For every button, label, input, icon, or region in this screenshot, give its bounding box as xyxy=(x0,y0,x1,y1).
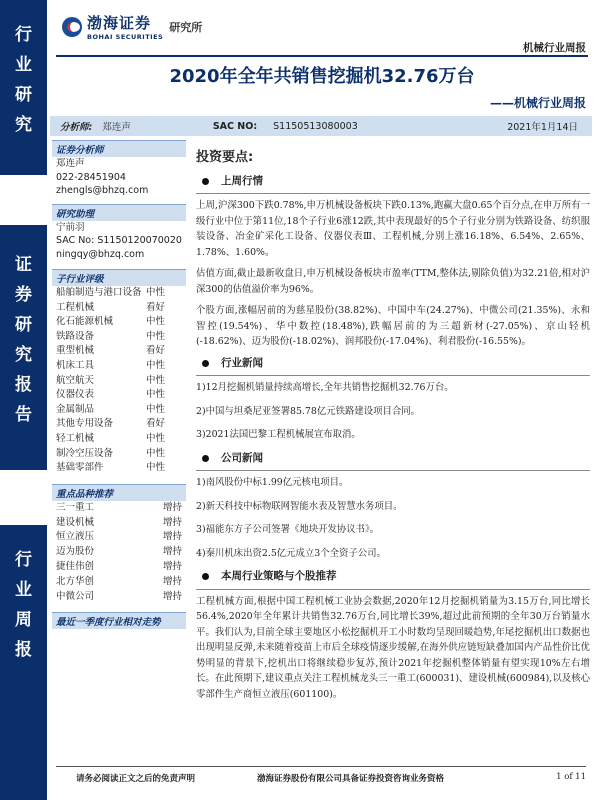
sidebar-char: 告 xyxy=(15,405,32,425)
sidebar-char: 业 xyxy=(15,55,32,75)
analyst-heading: 证券分析师 xyxy=(52,140,186,157)
item-name: 制冷空压设备 xyxy=(56,447,114,459)
footer-page: 1 of 11 xyxy=(556,772,586,782)
item-rating: 中性 xyxy=(146,462,166,474)
analyst-contact xyxy=(52,157,186,198)
report-type: 机械行业周报 xyxy=(523,42,586,54)
item-name: 化石能源机械 xyxy=(56,316,114,328)
list-item xyxy=(52,575,186,590)
list-item xyxy=(52,516,186,531)
recommend-heading: 重点品种推荐 xyxy=(52,484,186,501)
item-name: 机床工具 xyxy=(56,359,95,371)
sidebar-char: 业 xyxy=(15,580,32,600)
contact-line: 宁前羽 xyxy=(56,221,85,233)
item-name: 迈为股份 xyxy=(56,546,95,558)
item-name: 铁路设备 xyxy=(56,330,95,342)
item-name: 北方华创 xyxy=(56,575,95,587)
item-rating: 中性 xyxy=(146,316,166,328)
item-rating: 中性 xyxy=(146,389,166,401)
contact-line: 郑连声 xyxy=(56,158,85,169)
item-name: 中微公司 xyxy=(56,590,95,602)
list-item xyxy=(52,417,186,432)
left-column xyxy=(52,140,186,629)
list-item xyxy=(52,344,186,359)
sidebar-char: 证 xyxy=(15,255,32,275)
sidebar-char: 究 xyxy=(15,115,32,135)
item-rating: 增持 xyxy=(162,516,182,528)
section-strategy: 本周行业策略与个股推荐 xyxy=(196,569,590,585)
list-item xyxy=(52,315,186,330)
sidebar-char: 周 xyxy=(15,610,32,630)
recommend-list xyxy=(52,501,186,605)
list-item xyxy=(52,461,186,476)
item-rating: 增持 xyxy=(162,575,182,587)
sidebar-char: 报 xyxy=(15,640,32,660)
item-name: 船舶制造与港口设备 xyxy=(56,287,142,298)
section-industry-news: 行业新闻 xyxy=(196,356,590,372)
item-rating: 看好 xyxy=(146,418,166,430)
item-name: 建设机械 xyxy=(56,516,95,528)
sac-label: SAC NO: xyxy=(212,120,258,132)
bullet-icon xyxy=(202,573,209,580)
list-item xyxy=(52,545,186,560)
trend-chart-heading: 最近一季度行业相对走势 xyxy=(52,612,186,629)
list-item xyxy=(52,560,186,575)
list-item xyxy=(52,530,186,545)
item-rating: 中性 xyxy=(146,287,166,298)
logo-name-cn: 渤海证券 xyxy=(87,14,152,32)
bullet-icon xyxy=(202,178,209,185)
sidebar-block-research xyxy=(0,0,47,175)
item-rating: 中性 xyxy=(146,359,166,371)
item-rating: 中性 xyxy=(146,432,166,444)
sidebar-char: 报 xyxy=(15,375,32,395)
item-name: 轻工机械 xyxy=(56,432,95,444)
item-name: 捷佳伟创 xyxy=(56,560,95,572)
news-item: 2)中国与坦桑尼亚签署85.78亿元铁路建设项目合同。 xyxy=(196,405,420,417)
item-rating: 中性 xyxy=(146,447,166,459)
page-title: 2020年全年共销售挖掘机32.76万台 xyxy=(169,66,475,87)
stocks-paragraph: 个股方面,涨幅居前的为慈星股份(38.82%)、中国中车(24.27%)、中微公司(21.35%)、永和智控(19.54%)、华中数控(18.48%),跌幅居前的为三超新材(-27.05%)、京山轻机(-18.62%)、迈为股份(-18.02%)、润邦股份(-17.04%)、利君股份(-16.55%)。 xyxy=(196,305,590,347)
list-item xyxy=(52,286,186,301)
sidebar-char: 究 xyxy=(15,345,32,365)
sidebar-char: 行 xyxy=(15,550,32,570)
item-name: 其他专用设备 xyxy=(56,418,114,430)
item-name: 仪器仪表 xyxy=(56,389,95,401)
sidebar-block-weekly xyxy=(0,525,47,800)
logo xyxy=(62,12,202,41)
item-rating: 看好 xyxy=(146,301,166,313)
item-name: 金属制品 xyxy=(56,403,95,415)
news-item: 1)南风股份中标1.99亿元核电项目。 xyxy=(196,477,349,488)
list-item xyxy=(52,447,186,462)
analyst-label: 分析师: xyxy=(60,122,93,133)
page-footer xyxy=(56,766,586,784)
news-item: 3)2021法国巴黎工程机械展宣布取消。 xyxy=(196,429,361,440)
list-item xyxy=(52,388,186,403)
list-item xyxy=(52,590,186,605)
contact-line: ningqy@bhzq.com xyxy=(56,248,145,260)
footer-company: 渤海证券股份有限公司具备证券投资咨询业务资格 xyxy=(257,774,445,784)
list-item xyxy=(52,403,186,418)
market-paragraph: 上周,沪深300下跌0.78%,申万机械设备板块下跌0.13%,跑赢大盘0.65个百分点,在申万所有一级行业中位于第11位,18个子行业6涨12跌,其中表现最好的5个子行业分别为铁路设备、纺织服装设备、冶金矿采化工设备、仪器仪表Ⅲ、工程机械,分别上涨16.18%、6.54%、2.65%、1.78%、1.60%。 xyxy=(196,200,590,258)
list-item xyxy=(52,301,186,316)
news-item: 1)12月挖掘机销量持续高增长,全年共销售挖掘机32.76万台。 xyxy=(196,382,454,393)
item-name: 恒立液压 xyxy=(56,531,95,543)
contact-line: SAC No: S1150120070020 xyxy=(56,235,182,246)
news-item: 3)福能东方子公司签署《地块开发协议书》。 xyxy=(196,524,380,535)
logo-tag: 研究所 xyxy=(169,20,203,34)
rating-heading: 子行业评级 xyxy=(52,269,186,286)
strategy-paragraph: 工程机械方面,根据中国工程机械工业协会数据,2020年12月挖掘机销量为3.15万台,同比增长56.4%,2020年全年累计共销售32.76万台,同比增长39%,超过此前预期的全年30万台销量水平。我们认为,目前全球主要地区小松挖掘机开工小时数均呈现回暖趋势,年尾挖掘机出口数据也出现明显反弹,未来随着疫苗上市后全球疫情逐步缓解,在海外供应链短缺叠加国内产品性价比优势明显的背景下,挖机出口将继续稳步复苏,预计2021年挖掘机整体销量有望实现10%左右增长。在此预期下,建议重点关注工程机械龙头三一重工(600031)、建设机械(600984),以及核心零部件生产商恒立液压(601100)。 xyxy=(196,595,590,700)
section-company-news: 公司新闻 xyxy=(196,451,590,467)
news-item: 2)新天科技中标物联网智能水表及智慧水务项目。 xyxy=(196,500,403,512)
item-rating: 增持 xyxy=(162,590,182,602)
bullet-icon xyxy=(202,455,209,462)
item-rating: 中性 xyxy=(146,330,166,342)
item-name: 三一重工 xyxy=(56,501,95,513)
section-market: 上周行情 xyxy=(196,174,590,190)
item-name: 工程机械 xyxy=(56,301,95,313)
sidebar-char: 研 xyxy=(15,85,32,105)
main-column xyxy=(196,150,590,708)
list-item xyxy=(52,501,186,516)
sidebar-char: 券 xyxy=(15,285,32,305)
page-subtitle: ——机械行业周报 xyxy=(489,96,586,110)
assistant-heading: 研究助理 xyxy=(52,204,186,221)
contact-line: 022-28451904 xyxy=(56,171,126,183)
rating-list xyxy=(52,286,186,476)
footer-disclaimer: 请务必阅读正文之后的免责声明 xyxy=(76,774,196,784)
info-bar xyxy=(50,116,592,136)
sac-number: S1150513080003 xyxy=(273,120,358,132)
report-date: 2021年1月14日 xyxy=(507,122,578,133)
list-item xyxy=(52,359,186,374)
header-divider xyxy=(56,55,588,57)
item-rating: 中性 xyxy=(146,374,166,386)
bullet-icon xyxy=(202,360,209,367)
logo-mark-icon xyxy=(62,17,82,37)
industry-news-list xyxy=(196,380,590,443)
analyst-name: 郑连声 xyxy=(102,122,131,133)
item-rating: 中性 xyxy=(146,403,166,415)
item-rating: 增持 xyxy=(162,546,182,558)
company-news-list xyxy=(196,475,590,561)
item-name: 基础零部件 xyxy=(56,462,104,474)
sidebar-char: 研 xyxy=(15,315,32,335)
item-rating: 增持 xyxy=(162,560,182,572)
main-heading: 投资要点: xyxy=(196,150,254,165)
item-name: 航空航天 xyxy=(56,374,95,386)
list-item xyxy=(52,374,186,389)
item-rating: 增持 xyxy=(162,531,182,543)
item-rating: 看好 xyxy=(146,345,166,357)
item-name: 重型机械 xyxy=(56,345,95,357)
list-item xyxy=(52,432,186,447)
item-rating: 增持 xyxy=(162,501,182,513)
valuation-paragraph: 估值方面,截止最新收盘日,申万机械设备板块市盈率(TTM,整体法,剔除负值)为32.21倍,相对沪深300的估值溢价率为96%。 xyxy=(196,268,590,295)
sidebar-block-report xyxy=(0,225,47,470)
logo-name-en: BOHAI SECURITIES xyxy=(87,33,164,41)
assistant-contact xyxy=(52,221,186,262)
list-item xyxy=(52,330,186,345)
contact-line: zhengls@bhzq.com xyxy=(56,185,149,196)
news-item: 4)秦川机床出资2.5亿元成立3个全资子公司。 xyxy=(196,547,386,559)
sidebar-char: 行 xyxy=(15,25,32,45)
